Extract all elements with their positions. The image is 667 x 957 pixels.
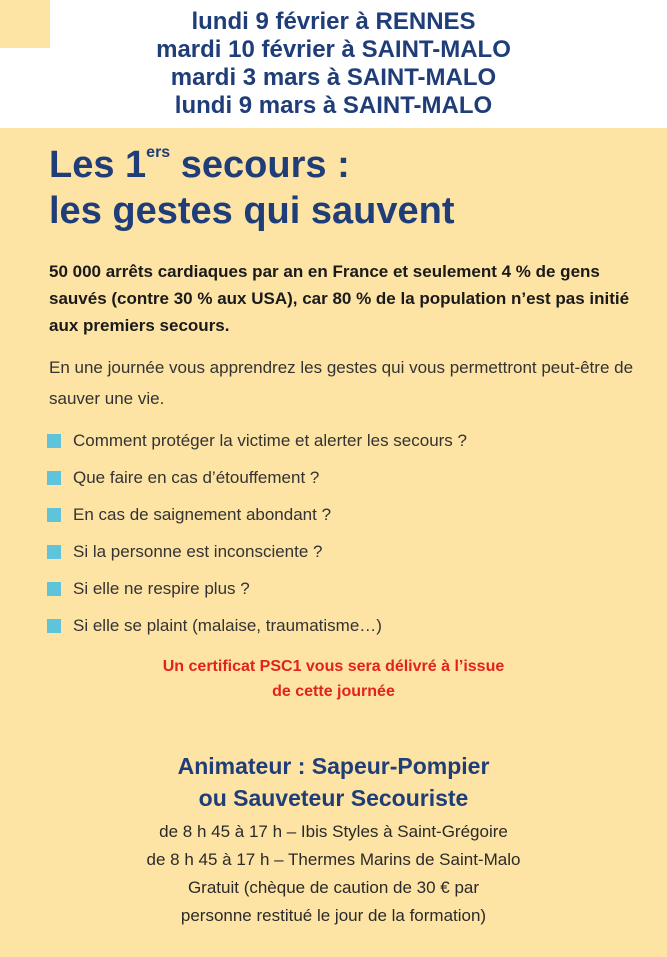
bullet-square-icon <box>47 508 61 522</box>
list-item <box>47 607 467 644</box>
list-item <box>47 570 467 607</box>
session-dates <box>0 8 667 120</box>
detail-line: personne restitué le jour de la formation) <box>180 906 487 925</box>
page-title <box>49 142 455 234</box>
detail-line: de 8 h 45 à 17 h – Thermes Marins de Saint-Malo <box>146 850 521 869</box>
detail-line: de 8 h 45 à 17 h – Ibis Styles à Saint-Grégoire <box>159 822 508 841</box>
session-details <box>0 818 667 930</box>
list-item-text: Si la personne est inconsciente ? <box>73 541 323 561</box>
title-line2: les gestes qui sauvent <box>49 190 455 232</box>
title-prefix: Les 1 <box>49 144 147 186</box>
intro-statistics: 50 000 arrêts cardiaques par an en France et seulement 4 % de gens sauvés (contre 30 % aux USA), car 80 % de la population n’est pas initié aux premiers secours. <box>49 262 630 335</box>
bullet-square-icon <box>47 619 61 633</box>
list-item-text: Si elle se plaint (malaise, traumatisme…) <box>73 615 382 635</box>
detail-line: Gratuit (chèque de caution de 30 € par <box>187 878 480 897</box>
certificate-line: de cette journée <box>272 683 395 700</box>
bullet-square-icon <box>47 582 61 596</box>
animateur-line: Animateur : Sapeur-Pompier <box>177 753 490 779</box>
session-date: lundi 9 février à RENNES <box>191 8 476 35</box>
session-date: mardi 3 mars à SAINT-MALO <box>170 64 497 91</box>
list-item-text: Si elle ne respire plus ? <box>73 578 250 598</box>
session-date: lundi 9 mars à SAINT-MALO <box>174 92 493 119</box>
bullet-square-icon <box>47 545 61 559</box>
animateur-heading <box>0 750 667 814</box>
description-paragraph: En une journée vous apprendrez les gestes qui vous permettront peut-être de sauver une vie. <box>49 358 634 408</box>
title-suffix: secours : <box>170 144 350 186</box>
session-date: mardi 10 février à SAINT-MALO <box>156 36 511 63</box>
list-item-text: Comment protéger la victime et alerter les secours ? <box>73 430 467 450</box>
bullet-square-icon <box>47 471 61 485</box>
bullet-square-icon <box>47 434 61 448</box>
title-superscript: ers <box>146 144 171 161</box>
list-item-text: En cas de saignement abondant ? <box>73 504 332 524</box>
animateur-line: ou Sauveteur Secouriste <box>198 785 469 811</box>
list-item <box>47 533 467 570</box>
certificate-notice <box>0 654 667 704</box>
certificate-line: Un certificat PSC1 vous sera délivré à l’issue <box>162 658 505 675</box>
topics-list <box>47 422 467 644</box>
list-item <box>47 496 467 533</box>
list-item <box>47 422 467 459</box>
list-item-text: Que faire en cas d’étouffement ? <box>73 467 320 487</box>
list-item <box>47 459 467 496</box>
